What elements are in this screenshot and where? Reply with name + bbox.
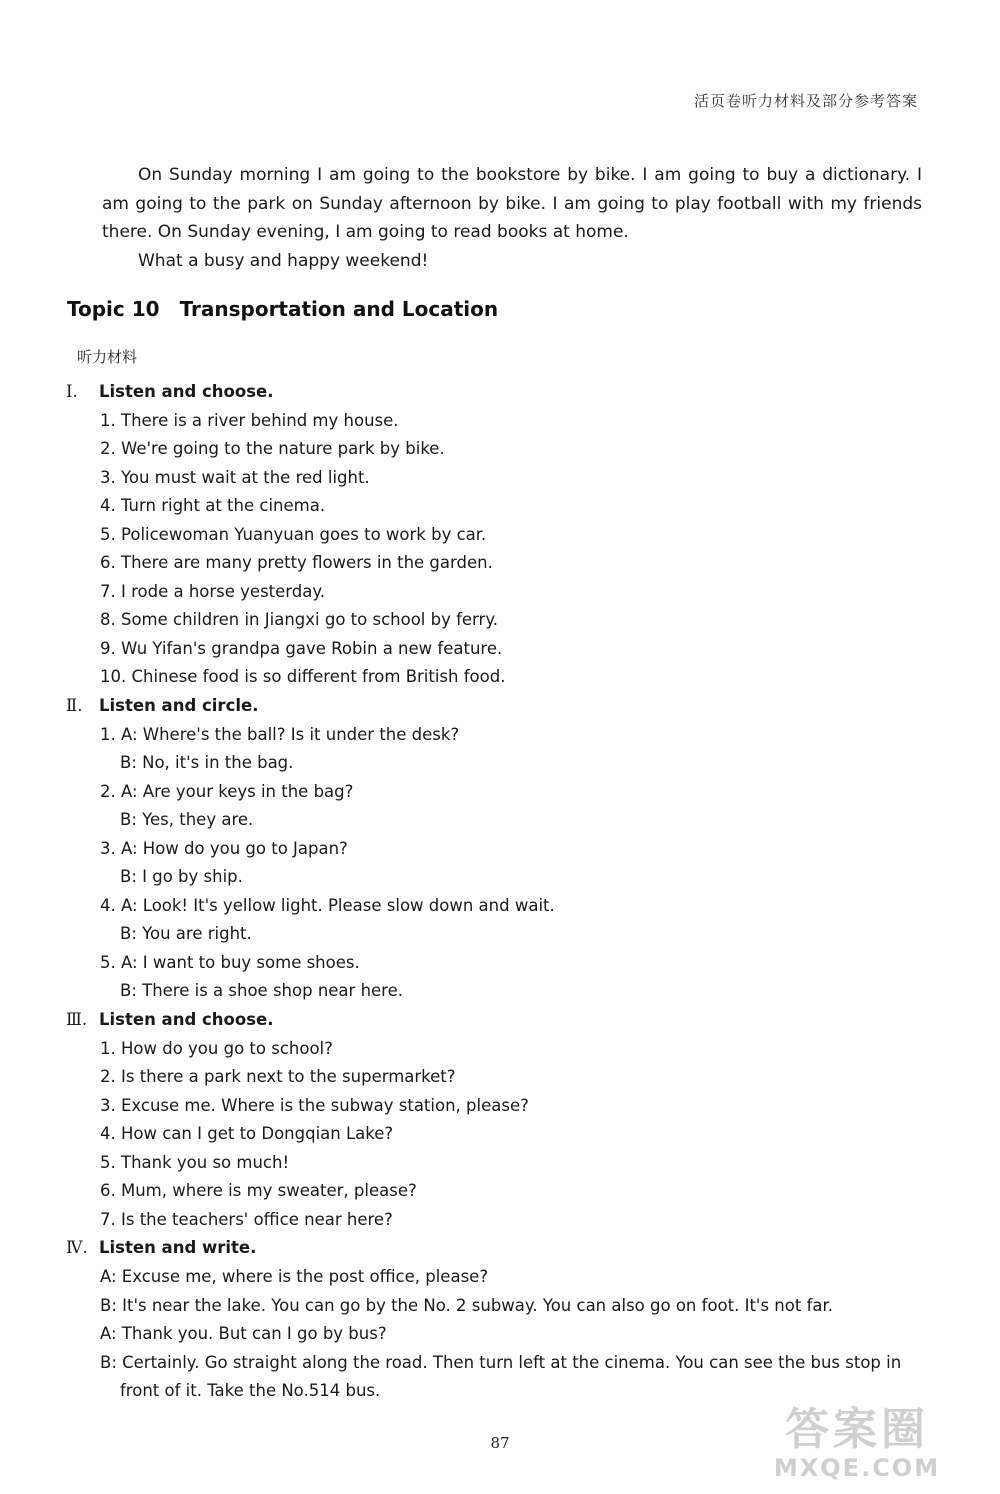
dialog-line-a: 4. A: Look! It's yellow light. Please slow down and wait.: [100, 895, 555, 915]
section-title: Listen and write.: [99, 1238, 257, 1258]
page-number: 87: [490, 1434, 510, 1452]
dialog-line-b: B: Yes, they are.: [120, 810, 254, 830]
dialog-line-b: B: I go by ship.: [120, 867, 243, 887]
intro-paragraph: [102, 161, 922, 275]
list-item: 5. Policewoman Yuanyuan goes to work by car.: [100, 524, 487, 544]
dialog-line-a: 2. A: Are your keys in the bag?: [100, 781, 354, 801]
section-title: Listen and circle.: [99, 696, 259, 716]
dialog-line-b: B: No, it's in the bag.: [120, 753, 294, 773]
list-item: 4. How can I get to Dongqian Lake?: [100, 1124, 394, 1144]
list-item: 1. How do you go to school?: [100, 1038, 333, 1058]
dialog-line: A: Excuse me, where is the post office, please?: [100, 1266, 489, 1286]
watermark-logo: [732, 1406, 982, 1484]
list-item: 5. Thank you so much!: [100, 1152, 290, 1172]
intro-text: On Sunday morning I am going to the bookstore by bike. I am going to buy a dictionary. I am going to the park on Sunday afternoon by bike. I am going to play football with my friends there. On Sunday evening, I am going to read books at home.: [102, 165, 922, 242]
list-item: 4. Turn right at the cinema.: [100, 496, 326, 516]
topic-number: Topic 10: [67, 297, 160, 321]
dialog-line-a: 1. A: Where's the ball? Is it under the desk?: [100, 724, 460, 744]
list-item: 10. Chinese food is so different from British food.: [100, 667, 506, 687]
list-item: 6. There are many pretty flowers in the garden.: [100, 553, 493, 573]
dialog-line-a: 3. A: How do you go to Japan?: [100, 838, 348, 858]
listening-material-heading: 听力材料: [77, 348, 138, 366]
section-number: Ⅲ.: [66, 1010, 88, 1030]
section-heading: [66, 1006, 926, 1035]
exercise-content: [66, 378, 926, 1406]
list-item: 7. Is the teachers' office near here?: [100, 1209, 393, 1229]
dialog-line: B: It's near the lake. You can go by the No. 2 subway. You can also go on foot. It's not far.: [100, 1295, 834, 1315]
list-item: 3. You must wait at the red light.: [100, 467, 370, 487]
section-heading: [66, 1234, 926, 1263]
intro-closing: What a busy and happy weekend!: [138, 250, 429, 271]
dialog-line: A: Thank you. But can I go by bus?: [100, 1324, 387, 1344]
dialog-line-a: 5. A: I want to buy some shoes.: [100, 952, 360, 972]
list-item: 3. Excuse me. Where is the subway station, please?: [100, 1095, 529, 1115]
dialog-line-b: B: There is a shoe shop near here.: [120, 981, 403, 1001]
dialog-line-b: B: You are right.: [120, 924, 252, 944]
section-number: Ⅰ.: [66, 382, 78, 401]
watermark-logo-mark: 答案圈: [785, 1404, 929, 1455]
watermark-logo-url: MXQE.COM: [773, 1454, 941, 1482]
list-item: 2. Is there a park next to the supermarket?: [100, 1067, 456, 1087]
list-item: 6. Mum, where is my sweater, please?: [100, 1181, 417, 1201]
list-item: 1. There is a river behind my house.: [100, 410, 399, 430]
topic-heading: [67, 297, 498, 321]
running-header: 活页卷听力材料及部分参考答案: [693, 92, 918, 110]
section-number: Ⅳ.: [66, 1238, 88, 1258]
list-item: 8. Some children in Jiangxi go to school by ferry.: [100, 610, 498, 630]
section-title: Listen and choose.: [99, 1010, 274, 1030]
topic-title: Transportation and Location: [179, 297, 499, 321]
list-item: 7. I rode a horse yesterday.: [100, 581, 326, 601]
list-item: 9. Wu Yifan's grandpa gave Robin a new feature.: [100, 638, 503, 658]
dialog-line-wrapped-text: B: Certainly. Go straight along the road. Then turn left at the cinema. You can see the bus stop in front of it. Take the No.514 bus.: [100, 1352, 902, 1401]
dialog-line: [66, 1349, 930, 1406]
section-heading: [66, 378, 926, 407]
section-number: Ⅱ.: [66, 696, 83, 716]
section-heading: [66, 692, 926, 721]
list-item: 2. We're going to the nature park by bike.: [100, 439, 445, 459]
section-title: Listen and choose.: [99, 382, 274, 401]
